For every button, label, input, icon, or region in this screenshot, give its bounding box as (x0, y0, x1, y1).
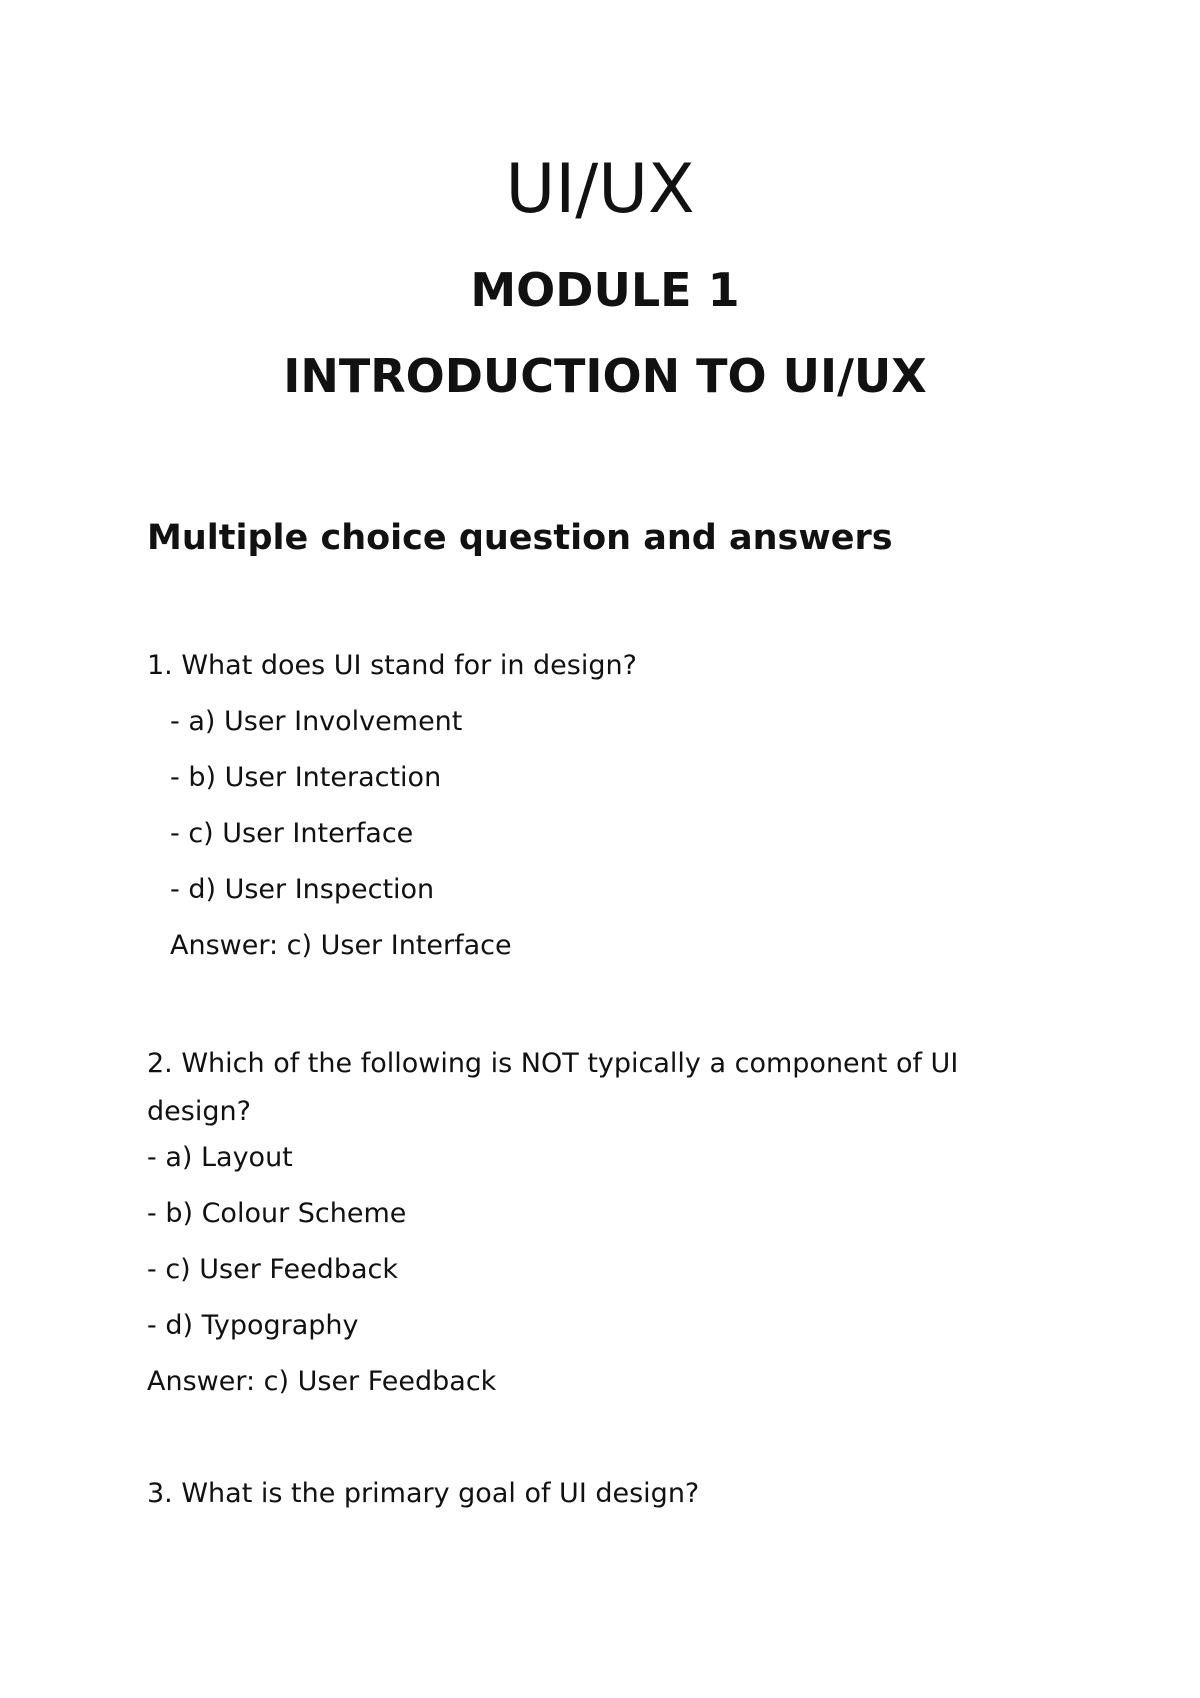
question-2-option-d: - d) Typography (147, 1310, 359, 1341)
question-2-option-c: - c) User Feedback (147, 1254, 398, 1285)
question-2-option-b: - b) Colour Scheme (147, 1198, 407, 1229)
document-title: UI/UX (505, 150, 695, 229)
question-1-answer: Answer: c) User Interface (170, 930, 512, 961)
question-2: 2. Which of the following is NOT typically a component of UI design? (147, 1048, 959, 1127)
module-label: MODULE 1 (470, 263, 740, 317)
question-1-option-b: - b) User Interaction (170, 762, 442, 793)
question-2-option-a: - a) Layout (147, 1142, 293, 1173)
question-3: 3. What is the primary goal of UI design? (147, 1478, 700, 1509)
chapter-title: INTRODUCTION TO UI/UX (283, 349, 927, 403)
question-1-option-c: - c) User Interface (170, 818, 414, 849)
question-1-option-a: - a) User Involvement (170, 706, 463, 737)
question-1: 1. What does UI stand for in design? (147, 650, 637, 681)
section-heading: Multiple choice question and answers (147, 518, 893, 558)
question-2-answer: Answer: c) User Feedback (147, 1366, 497, 1397)
question-1-option-d: - d) User Inspection (170, 874, 435, 905)
